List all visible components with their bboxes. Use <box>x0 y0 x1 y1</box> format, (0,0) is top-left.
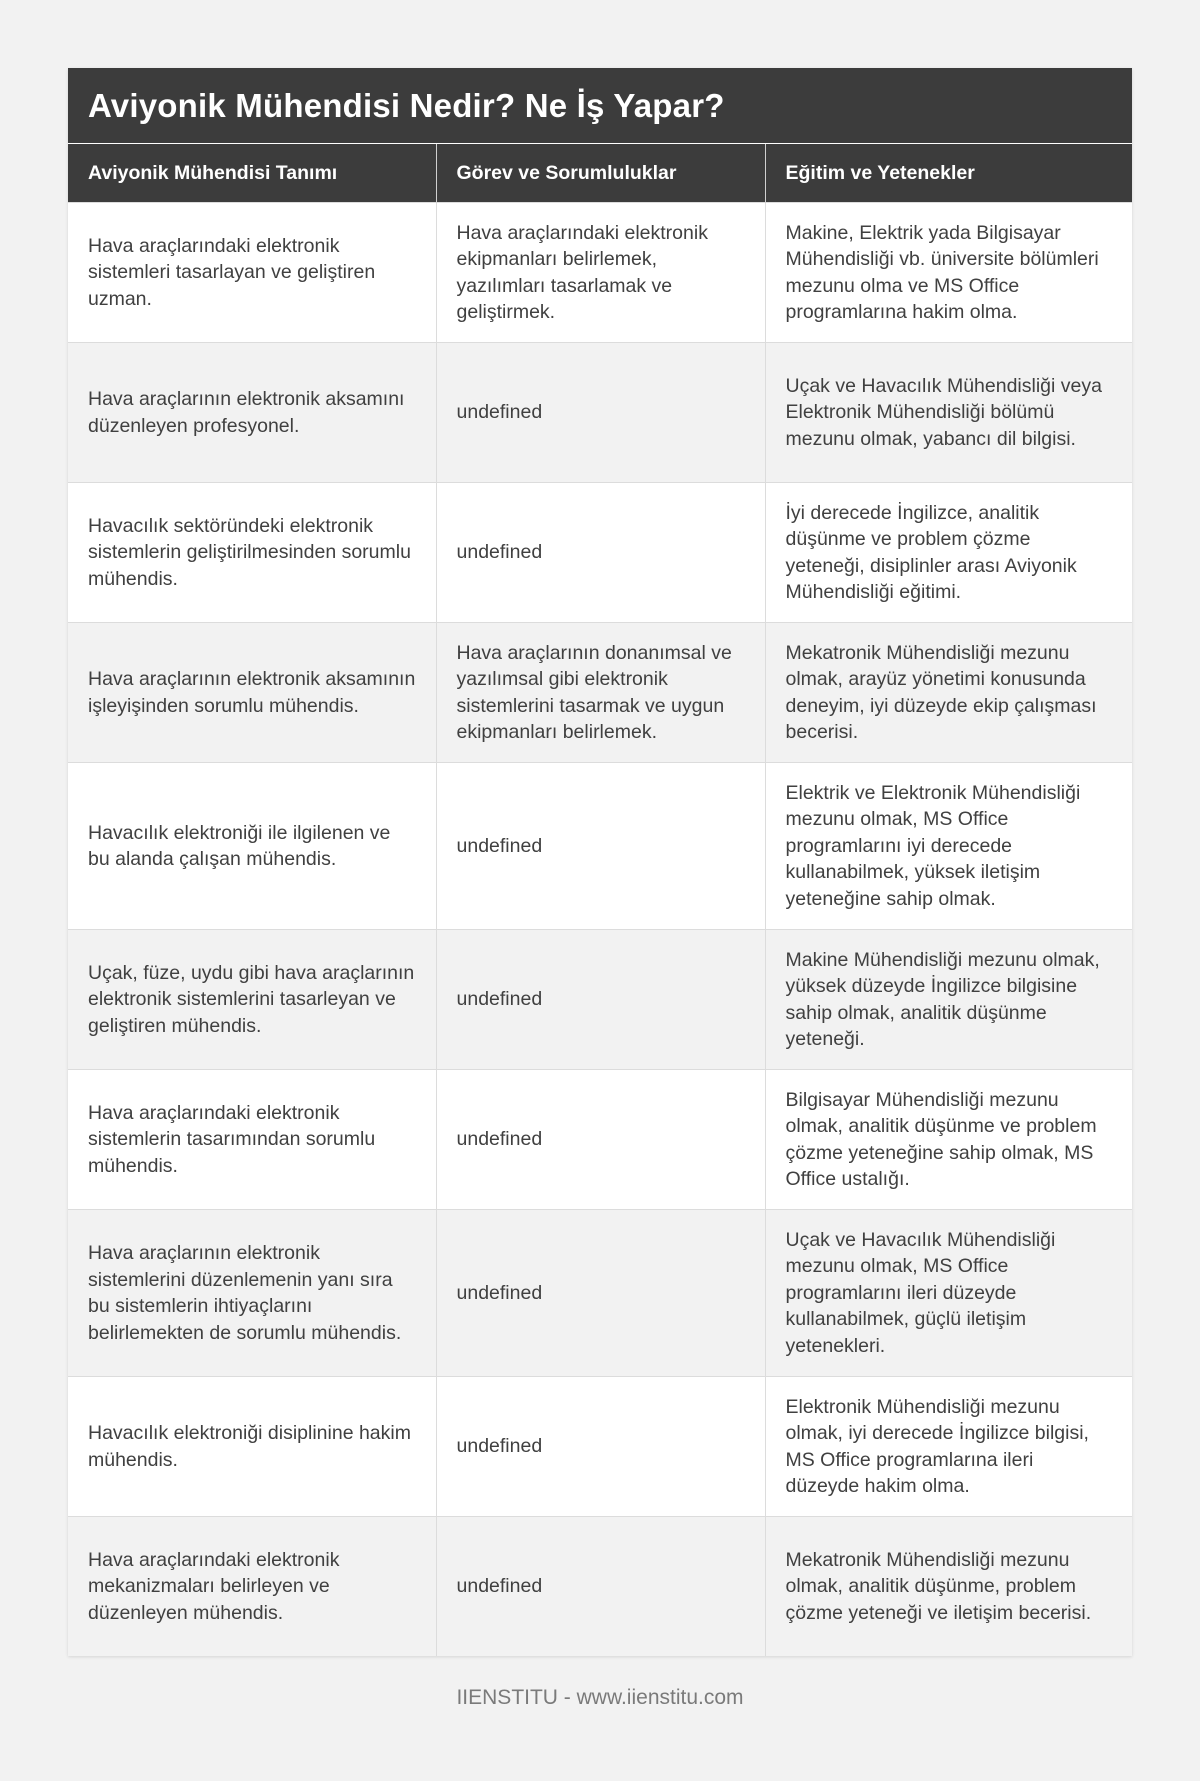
column-header-education: Eğitim ve Yetenekler <box>765 144 1132 203</box>
table-row <box>68 343 1132 483</box>
table-cell: Makine Mühendisliği mezunu olmak, yüksek düzeyde İngilizce bilgisine sahip olmak, analitik düşünme yeteneği. <box>765 930 1132 1070</box>
info-table-card <box>68 68 1132 1656</box>
table-cell: undefined <box>436 1377 765 1517</box>
table-cell: Bilgisayar Mühendisliği mezunu olmak, analitik düşünme ve problem çözme yeteneğine sahip olmak, MS Office ustalığı. <box>765 1070 1132 1210</box>
table-cell: undefined <box>436 343 765 483</box>
table-cell: Hava araçlarındaki elektronik sistemleri tasarlayan ve geliştiren uzman. <box>68 203 436 343</box>
table-cell: Hava araçlarındaki elektronik ekipmanları belirlemek, yazılımları tasarlamak ve geliştirmek. <box>436 203 765 343</box>
title-bar <box>68 68 1132 144</box>
table-cell: Havacılık elektroniği disiplinine hakim mühendis. <box>68 1377 436 1517</box>
table-cell: Hava araçlarındaki elektronik sistemlerin tasarımından sorumlu mühendis. <box>68 1070 436 1210</box>
table-cell: Mekatronik Mühendisliği mezunu olmak, analitik düşünme, problem çözme yeteneği ve iletişim becerisi. <box>765 1517 1132 1657</box>
table-cell: Uçak ve Havacılık Mühendisliği mezunu olmak, MS Office programlarını ileri düzeyde kullanabilmek, güçlü iletişim yetenekleri. <box>765 1210 1132 1377</box>
table-cell: Uçak ve Havacılık Mühendisliği veya Elektronik Mühendisliği bölümü mezunu olmak, yabancı dil bilgisi. <box>765 343 1132 483</box>
table-cell: undefined <box>436 483 765 623</box>
table-row <box>68 930 1132 1070</box>
table-cell: Makine, Elektrik yada Bilgisayar Mühendisliği vb. üniversite bölümleri mezunu olma ve MS Office programlarına hakim olma. <box>765 203 1132 343</box>
table-row <box>68 1210 1132 1377</box>
table-cell: undefined <box>436 1517 765 1657</box>
table-header-row <box>68 144 1132 203</box>
table-cell: undefined <box>436 763 765 930</box>
table-cell: Hava araçlarındaki elektronik mekanizmaları belirleyen ve düzenleyen mühendis. <box>68 1517 436 1657</box>
column-header-definition: Aviyonik Mühendisi Tanımı <box>68 144 436 203</box>
table-cell: undefined <box>436 930 765 1070</box>
table-cell: undefined <box>436 1210 765 1377</box>
page-title: Aviyonik Mühendisi Nedir? Ne İş Yapar? <box>88 86 725 124</box>
info-table <box>68 144 1132 1656</box>
table-cell: İyi derecede İngilizce, analitik düşünme ve problem çözme yeteneği, disiplinler arası Aviyonik Mühendisliği eğitimi. <box>765 483 1132 623</box>
table-cell: Havacılık sektöründeki elektronik sistemlerin geliştirilmesinden sorumlu mühendis. <box>68 483 436 623</box>
table-cell: undefined <box>436 1070 765 1210</box>
footer-credit: IIENSTITU - www.iienstitu.com <box>456 1686 744 1709</box>
table-cell: Hava araçlarının elektronik sistemlerini düzenlemenin yanı sıra bu sistemlerin ihtiyaçlarını belirlemekten de sorumlu mühendis. <box>68 1210 436 1377</box>
table-row <box>68 1377 1132 1517</box>
table-cell: Uçak, füze, uydu gibi hava araçlarının elektronik sistemlerini tasarleyan ve geliştiren mühendis. <box>68 930 436 1070</box>
table-cell: Havacılık elektroniği ile ilgilenen ve bu alanda çalışan mühendis. <box>68 763 436 930</box>
table-row <box>68 1070 1132 1210</box>
table-row <box>68 763 1132 930</box>
table-row <box>68 203 1132 343</box>
table-cell: Mekatronik Mühendisliği mezunu olmak, arayüz yönetimi konusunda deneyim, iyi düzeyde ekip çalışması becerisi. <box>765 623 1132 763</box>
table-row <box>68 623 1132 763</box>
table-cell: Elektronik Mühendisliği mezunu olmak, iyi derecede İngilizce bilgisi, MS Office programlarına ileri düzeyde hakim olma. <box>765 1377 1132 1517</box>
table-cell: Hava araçlarının elektronik aksamını düzenleyen profesyonel. <box>68 343 436 483</box>
table-cell: Hava araçlarının donanımsal ve yazılımsal gibi elektronik sistemlerini tasarmak ve uygun ekipmanları belirlemek. <box>436 623 765 763</box>
table-cell: Hava araçlarının elektronik aksamının işleyişinden sorumlu mühendis. <box>68 623 436 763</box>
table-cell: Elektrik ve Elektronik Mühendisliği mezunu olmak, MS Office programlarını iyi derecede kullanabilmek, yüksek iletişim yeteneğine sahip olmak. <box>765 763 1132 930</box>
table-row <box>68 1517 1132 1657</box>
table-row <box>68 483 1132 623</box>
column-header-duties: Görev ve Sorumluluklar <box>436 144 765 203</box>
